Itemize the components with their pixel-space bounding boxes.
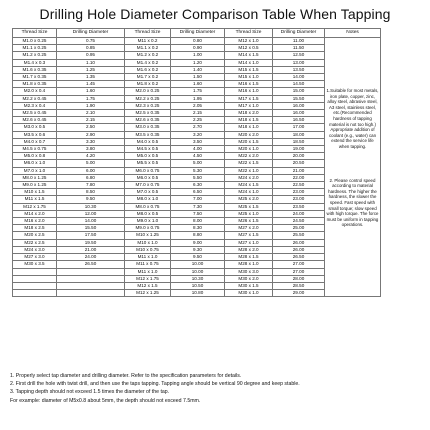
drilling-diameter-cell: 13.50 <box>273 66 325 73</box>
drilling-diameter-cell: 15.50 <box>273 95 325 102</box>
thread-size-cell: M27 x 1.0 <box>225 239 273 246</box>
drilling-diameter-cell: 8.00 <box>171 218 225 225</box>
thread-size-cell: M2.3 x 0.4 <box>13 102 57 109</box>
drilling-diameter-cell: 6.00 <box>57 167 125 174</box>
drilling-diameter-cell: 14.50 <box>273 81 325 88</box>
drilling-diameter-cell: 9.50 <box>57 196 125 203</box>
drilling-diameter-cell: 23.50 <box>273 203 325 210</box>
thread-size-cell: M8.0 x 0.5 <box>125 210 171 217</box>
drilling-diameter-cell: 25.00 <box>273 225 325 232</box>
thread-size-cell: M18 x 2.0 <box>225 110 273 117</box>
drilling-diameter-cell: 1.75 <box>57 95 125 102</box>
thread-size-cell: M30 x 1.5 <box>225 282 273 289</box>
drilling-diameter-cell: 18.50 <box>273 138 325 145</box>
thread-size-cell: M22 x 1.0 <box>225 167 273 174</box>
drilling-diameter-cell: 1.40 <box>171 66 225 73</box>
drilling-diameter-cell: 0.90 <box>171 45 225 52</box>
drilling-diameter-cell: 29.00 <box>273 290 325 297</box>
drilling-diameter-cell: 27.00 <box>273 261 325 268</box>
drilling-diameter-cell: 3.20 <box>171 131 225 138</box>
thread-size-cell: M1.0 x 0.25 <box>13 38 57 45</box>
drilling-diameter-cell: 1.60 <box>57 88 125 95</box>
drilling-diameter-cell: 6.50 <box>171 189 225 196</box>
header-thread-size-2: Thread Size <box>125 29 171 38</box>
thread-size-cell: M17 x 1.5 <box>225 95 273 102</box>
thread-size-cell: M6.0 x 0.5 <box>125 174 171 181</box>
drilling-diameter-cell: 18.00 <box>273 131 325 138</box>
drilling-diameter-cell: 6.30 <box>171 182 225 189</box>
thread-size-cell: M11 x 0.2 <box>125 38 171 45</box>
thread-size-cell: M7.0 x 1.0 <box>13 167 57 174</box>
drilling-diameter-cell: 24.50 <box>273 218 325 225</box>
header-drilling-diameter-1: Drilling Diameter <box>57 29 125 38</box>
drilling-diameter-cell: 9.50 <box>171 254 225 261</box>
thread-size-cell: M3.0 x 0.5 <box>13 124 57 131</box>
header-notes: Notes <box>325 29 381 38</box>
thread-size-cell: M10 x 1.5 <box>13 189 57 196</box>
thread-size-cell: M9.0 x 1.25 <box>13 182 57 189</box>
thread-size-cell: M16 x 1.5 <box>225 81 273 88</box>
thread-size-cell: M2.0 x 0.25 <box>125 88 171 95</box>
thread-size-cell <box>13 290 57 297</box>
drilling-diameter-cell: 2.25 <box>171 117 225 124</box>
tap-drill-table <box>12 28 381 297</box>
thread-size-cell: M25 x 2.0 <box>225 196 273 203</box>
thread-size-cell: M1.6 x 0.35 <box>13 66 57 73</box>
drilling-diameter-cell: 7.00 <box>171 196 225 203</box>
drilling-diameter-cell: 24.00 <box>273 210 325 217</box>
drilling-diameter-cell: 10.30 <box>171 275 225 282</box>
footer-line: 2. First drill the hole with twist drill, and then use the taps tapping. Tapping angle should be vertical 90 degree and keep stable. <box>10 381 300 388</box>
drilling-diameter-cell: 0.85 <box>57 45 125 52</box>
drilling-diameter-cell: 1.50 <box>171 74 225 81</box>
thread-size-cell <box>13 275 57 282</box>
thread-size-cell: M2.5 x 0.45 <box>13 110 57 117</box>
drilling-diameter-cell <box>57 290 125 297</box>
thread-size-cell: M20 x 2.5 <box>13 232 57 239</box>
notes-cell <box>325 38 381 297</box>
drilling-diameter-cell: 3.80 <box>57 146 125 153</box>
drilling-diameter-cell: 23.00 <box>273 189 325 196</box>
drilling-diameter-cell <box>57 282 125 289</box>
thread-size-cell: M8.0 x 1.25 <box>13 174 57 181</box>
thread-size-cell: M8.0 x 1.0 <box>125 196 171 203</box>
thread-size-cell: M12 x 1.5 <box>125 282 171 289</box>
thread-size-cell: M2.5 x 0.35 <box>125 110 171 117</box>
thread-size-cell: M22 x 2.5 <box>13 239 57 246</box>
thread-size-cell: M4.5 x 0.5 <box>125 146 171 153</box>
thread-size-cell: M14 x 2.0 <box>13 210 57 217</box>
drilling-diameter-cell: 1.00 <box>171 52 225 59</box>
header-drilling-diameter-3: Drilling Diameter <box>273 29 325 38</box>
drilling-diameter-cell <box>57 275 125 282</box>
drilling-diameter-cell: 3.30 <box>57 138 125 145</box>
drilling-diameter-cell: 0.95 <box>57 52 125 59</box>
thread-size-cell: M1.4 x 0.3 <box>13 59 57 66</box>
thread-size-cell: M11 x 1.0 <box>125 254 171 261</box>
thread-size-cell: M27 x 2.0 <box>225 225 273 232</box>
thread-size-cell: M5.0 x 0.8 <box>13 153 57 160</box>
note-1: 1.Suitable for most metals, iron plate, copper, zinc, alloy steel, abrasive steel, A3 steel, stainless steel, etc.(Recommended hardness of tapping material is not too high.) Appropriate addition of coolant (e.g., water) can extend the service life when tapping. <box>326 88 379 149</box>
thread-size-cell: M5.5 x 0.5 <box>125 160 171 167</box>
thread-size-cell: M24 x 2.0 <box>225 174 273 181</box>
thread-size-cell: M1.8 x 0.35 <box>13 81 57 88</box>
footer-line: 1. Properly select tap diameter and drilling diameter. Refer to the specification parameters for details. <box>10 373 242 379</box>
thread-size-cell: M6.0 x 0.75 <box>125 167 171 174</box>
thread-size-cell: M17 x 1.0 <box>225 102 273 109</box>
drilling-diameter-cell <box>57 268 125 275</box>
drilling-diameter-cell: 16.50 <box>273 117 325 124</box>
drilling-diameter-cell: 5.50 <box>171 174 225 181</box>
thread-size-cell: M22 x 2.0 <box>225 153 273 160</box>
drilling-diameter-cell: 15.50 <box>57 225 125 232</box>
drilling-diameter-cell: 26.00 <box>273 246 325 253</box>
header-drilling-diameter-2: Drilling Diameter <box>171 29 225 38</box>
drilling-diameter-cell: 2.70 <box>171 124 225 131</box>
drilling-diameter-cell: 15.00 <box>273 88 325 95</box>
drilling-diameter-cell: 26.50 <box>57 261 125 268</box>
drilling-diameter-cell: 1.10 <box>57 59 125 66</box>
thread-size-cell: M24 x 1.5 <box>225 182 273 189</box>
drilling-diameter-cell: 14.00 <box>57 218 125 225</box>
footer-line: For example: diameter of M5x0.8 about 5mm, the depth should not exceed 7.5mm. <box>10 397 201 404</box>
thread-size-cell: M1.8 x 0.2 <box>125 81 171 88</box>
thread-size-cell: M7.0 x 0.5 <box>125 189 171 196</box>
thread-size-cell: M30 x 3.5 <box>13 261 57 268</box>
thread-size-cell <box>13 282 57 289</box>
thread-size-cell: M3.0 x 0.35 <box>125 124 171 131</box>
drilling-diameter-cell: 1.45 <box>57 81 125 88</box>
drilling-diameter-cell: 10.00 <box>171 261 225 268</box>
table-header-row <box>13 29 381 38</box>
header-thread-size-1: Thread Size <box>13 29 57 38</box>
drilling-diameter-cell: 4.20 <box>57 153 125 160</box>
thread-size-cell: M2.6 x 0.45 <box>13 117 57 124</box>
drilling-diameter-cell: 10.80 <box>171 290 225 297</box>
drilling-diameter-cell: 28.50 <box>273 282 325 289</box>
thread-size-cell: M1.1 x 0.2 <box>125 45 171 52</box>
thread-size-cell: M4.5 x 0.75 <box>13 146 57 153</box>
drilling-diameter-cell: 19.00 <box>273 146 325 153</box>
drilling-diameter-cell: 1.25 <box>57 66 125 73</box>
thread-size-cell: M3.5 x 0.6 <box>13 131 57 138</box>
drilling-diameter-cell: 23.00 <box>273 196 325 203</box>
thread-size-cell: M30 x 3.0 <box>225 268 273 275</box>
thread-size-cell <box>13 268 57 275</box>
thread-size-cell: M2.2 x 0.25 <box>125 95 171 102</box>
drilling-diameter-cell: 4.00 <box>171 146 225 153</box>
drilling-diameter-cell: 0.80 <box>171 38 225 45</box>
footer-instructions <box>10 372 422 405</box>
thread-size-cell: M18 x 1.5 <box>225 117 273 124</box>
drilling-diameter-cell: 11.50 <box>273 45 325 52</box>
thread-size-cell: M27 x 3.0 <box>13 254 57 261</box>
thread-size-cell: M24 x 3.0 <box>13 246 57 253</box>
thread-size-cell: M18 x 2.5 <box>13 225 57 232</box>
drilling-diameter-cell: 8.30 <box>171 225 225 232</box>
thread-size-cell: M1.7 x 0.2 <box>125 74 171 81</box>
thread-size-cell: M1.1 x 0.25 <box>13 45 57 52</box>
thread-size-cell: M28 x 2.0 <box>225 246 273 253</box>
thread-size-cell: M12 x 0.5 <box>225 45 273 52</box>
note-2: 2. Please control speed according to material hardness. The higher the hardness, the slower the speed. Fast speed with small torque; slow speed with high torque. The force must be uniform in tapping operations. <box>326 177 379 228</box>
thread-size-cell: M28 x 1.0 <box>225 261 273 268</box>
thread-size-cell: M16 x 2.0 <box>13 218 57 225</box>
drilling-diameter-cell: 2.15 <box>57 117 125 124</box>
drilling-diameter-cell: 2.50 <box>57 124 125 131</box>
drilling-diameter-cell: 1.35 <box>57 74 125 81</box>
thread-size-cell: M20 x 1.0 <box>225 146 273 153</box>
thread-size-cell: M20 x 2.0 <box>225 131 273 138</box>
drilling-diameter-cell: 3.50 <box>171 138 225 145</box>
drilling-diameter-cell: 6.80 <box>57 174 125 181</box>
thread-size-cell: M20 x 1.5 <box>225 138 273 145</box>
thread-size-cell: M11 x 1.5 <box>13 196 57 203</box>
thread-size-cell: M8.0 x 0.75 <box>125 203 171 210</box>
thread-size-cell: M1.2 x 0.2 <box>125 52 171 59</box>
thread-size-cell: M3.5 x 0.35 <box>125 131 171 138</box>
thread-size-cell: M1.4 x 0.2 <box>125 59 171 66</box>
drilling-diameter-cell: 0.75 <box>57 38 125 45</box>
drilling-diameter-cell: 9.00 <box>171 239 225 246</box>
drilling-diameter-cell: 16.00 <box>273 110 325 117</box>
thread-size-cell: M11 x 0.75 <box>125 261 171 268</box>
thread-size-cell: M9.0 x 0.75 <box>125 225 171 232</box>
drilling-diameter-cell: 5.00 <box>171 160 225 167</box>
drilling-diameter-cell: 22.00 <box>273 174 325 181</box>
thread-size-cell: M16 x 1.0 <box>225 88 273 95</box>
drilling-diameter-cell: 5.00 <box>57 160 125 167</box>
drilling-diameter-cell: 10.50 <box>171 282 225 289</box>
thread-size-cell: M15 x 1.5 <box>225 66 273 73</box>
drilling-diameter-cell: 26.00 <box>273 239 325 246</box>
drilling-diameter-cell: 4.50 <box>171 153 225 160</box>
drilling-diameter-cell: 27.00 <box>273 268 325 275</box>
thread-size-cell: M12 x 1.0 <box>225 38 273 45</box>
drilling-diameter-cell: 20.00 <box>273 153 325 160</box>
thread-size-cell: M2.3 x 0.25 <box>125 102 171 109</box>
thread-size-cell: M2.2 x 0.45 <box>13 95 57 102</box>
thread-size-cell: M10 x 0.75 <box>125 246 171 253</box>
notes-spacer <box>326 150 379 178</box>
drilling-diameter-cell: 2.15 <box>171 110 225 117</box>
thread-size-cell: M25 x 1.0 <box>225 210 273 217</box>
thread-size-cell: M2.6 x 0.35 <box>125 117 171 124</box>
footer-line: 3. Tapping depth should not exceed 1.5 times the diameter of the tap. <box>10 389 170 396</box>
thread-size-cell: M1.2 x 0.25 <box>13 52 57 59</box>
drilling-diameter-cell: 9.30 <box>171 246 225 253</box>
thread-size-cell: M24 x 1.0 <box>225 189 273 196</box>
thread-size-cell: M1.6 x 0.2 <box>125 66 171 73</box>
thread-size-cell: M15 x 1.0 <box>225 74 273 81</box>
thread-size-cell: M10 x 1.25 <box>125 232 171 239</box>
thread-size-cell: M5.0 x 0.5 <box>125 153 171 160</box>
thread-size-cell: M30 x 2.0 <box>225 275 273 282</box>
drilling-diameter-cell: 1.75 <box>171 88 225 95</box>
thread-size-cell: M18 x 1.0 <box>225 124 273 131</box>
drilling-diameter-cell: 2.90 <box>57 131 125 138</box>
drilling-diameter-cell: 13.00 <box>273 59 325 66</box>
drilling-diameter-cell: 28.00 <box>273 275 325 282</box>
thread-size-cell: M28 x 1.5 <box>225 254 273 261</box>
drilling-diameter-cell: 24.00 <box>57 254 125 261</box>
drilling-diameter-cell: 22.50 <box>273 182 325 189</box>
drilling-diameter-cell: 19.50 <box>57 239 125 246</box>
thread-size-cell: M4.0 x 0.7 <box>13 138 57 145</box>
thread-size-cell: M11 x 1.0 <box>125 268 171 275</box>
thread-size-cell: M9.0 x 1.0 <box>125 218 171 225</box>
drilling-diameter-cell: 8.80 <box>171 232 225 239</box>
drilling-diameter-cell: 7.30 <box>171 203 225 210</box>
thread-size-cell: M10 x 1.0 <box>125 239 171 246</box>
drilling-diameter-cell: 2.05 <box>171 102 225 109</box>
drilling-diameter-cell: 5.30 <box>171 167 225 174</box>
drilling-diameter-cell: 17.00 <box>273 124 325 131</box>
thread-size-cell: M12 x 1.75 <box>125 275 171 282</box>
drilling-diameter-cell: 1.95 <box>171 95 225 102</box>
drilling-diameter-cell: 12.50 <box>273 52 325 59</box>
thread-size-cell: M6.0 x 1.0 <box>13 160 57 167</box>
drilling-diameter-cell: 10.00 <box>171 268 225 275</box>
drilling-diameter-cell: 11.00 <box>273 38 325 45</box>
table-row <box>13 38 381 45</box>
drilling-diameter-cell: 14.00 <box>273 74 325 81</box>
drilling-diameter-cell: 17.50 <box>57 232 125 239</box>
drilling-diameter-cell: 1.20 <box>171 59 225 66</box>
thread-size-cell: M12 x 1.75 <box>13 203 57 210</box>
drilling-diameter-cell: 1.90 <box>57 102 125 109</box>
drilling-diameter-cell: 20.50 <box>273 160 325 167</box>
drilling-diameter-cell: 2.10 <box>57 110 125 117</box>
thread-size-cell: M30 x 1.0 <box>225 290 273 297</box>
drilling-diameter-cell: 8.50 <box>57 189 125 196</box>
drilling-diameter-cell: 7.80 <box>57 182 125 189</box>
thread-size-cell: M2.0 x 0.4 <box>13 88 57 95</box>
thread-size-cell: M26 x 1.5 <box>225 218 273 225</box>
thread-size-cell: M1.7 x 0.35 <box>13 74 57 81</box>
thread-size-cell: M25 x 1.5 <box>225 203 273 210</box>
drilling-diameter-cell: 26.50 <box>273 254 325 261</box>
thread-size-cell: M27 x 1.5 <box>225 232 273 239</box>
drilling-diameter-cell: 25.50 <box>273 232 325 239</box>
drilling-diameter-cell: 7.50 <box>171 210 225 217</box>
drilling-diameter-cell: 21.00 <box>273 167 325 174</box>
drilling-diameter-cell: 21.00 <box>57 246 125 253</box>
drilling-diameter-cell: 10.30 <box>57 203 125 210</box>
drilling-diameter-cell: 12.00 <box>57 210 125 217</box>
thread-size-cell: M12 x 1.25 <box>125 290 171 297</box>
header-thread-size-3: Thread Size <box>225 29 273 38</box>
thread-size-cell: M4.0 x 0.5 <box>125 138 171 145</box>
notes-spacer <box>326 38 379 88</box>
thread-size-cell: M14 x 1.0 <box>225 59 273 66</box>
thread-size-cell: M14 x 1.5 <box>225 52 273 59</box>
page-title: Drilling Hole Diameter Comparison Table When Tapping <box>39 6 391 22</box>
drilling-diameter-cell: 16.00 <box>273 102 325 109</box>
thread-size-cell: M22 x 1.5 <box>225 160 273 167</box>
drilling-diameter-cell: 1.60 <box>171 81 225 88</box>
thread-size-cell: M7.0 x 0.75 <box>125 182 171 189</box>
